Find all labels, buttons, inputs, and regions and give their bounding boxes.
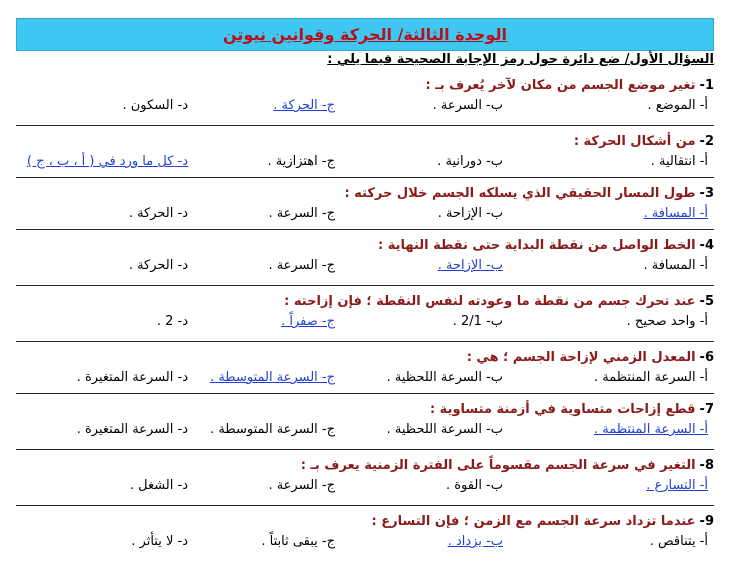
selected-answer-option[interactable]: ب- يزداد . — [447, 534, 503, 549]
selected-answer-option[interactable]: أ- السرعة المنتظمة . — [594, 422, 708, 437]
question-number: 4- — [699, 237, 714, 253]
options-row — [16, 368, 714, 390]
selected-answer-option[interactable]: أ- المسافة . — [643, 206, 708, 221]
answer-option[interactable]: د- السرعة المتغيرة . — [76, 370, 188, 385]
answer-option[interactable]: د- الحركة . — [128, 258, 188, 273]
question-number: 6- — [699, 349, 714, 365]
question-text: تغير موضع الجسم من مكان لآخر يُعرف بـ : — [425, 77, 696, 93]
question-3 — [16, 182, 714, 226]
answer-option[interactable]: أ- يتناقص . — [649, 534, 708, 549]
answer-option[interactable]: ج- يبقى ثابتاً . — [261, 534, 335, 549]
question-8 — [16, 454, 714, 498]
question-number: 8- — [699, 457, 714, 473]
question-line — [16, 74, 714, 96]
title-banner — [16, 18, 714, 51]
answer-option[interactable]: ج- السرعة . — [268, 258, 335, 273]
options-row — [16, 312, 714, 334]
selected-answer-option[interactable]: أ- التسارع . — [646, 478, 708, 493]
answer-option[interactable]: ج- اهتزازية . — [267, 154, 335, 169]
question-divider — [16, 449, 714, 450]
answer-option[interactable]: أ- انتقالية . — [650, 154, 708, 169]
question-number: 2- — [699, 133, 714, 149]
selected-answer-option[interactable]: ج- الحركة . — [273, 98, 335, 113]
options-row — [16, 152, 714, 174]
question-text: عندما تزداد سرعة الجسم مع الزمن ؛ فإن التسارع : — [371, 513, 696, 529]
question-text: قطع إزاحات متساوية في أزمنة متساوية : — [429, 401, 696, 417]
question-divider — [16, 285, 714, 286]
answer-option[interactable]: ب- السرعة . — [432, 98, 503, 113]
answer-option[interactable]: ج- السرعة . — [268, 478, 335, 493]
question-4 — [16, 234, 714, 278]
question-text: عند تحرك جسم من نقطة ما وعودته لنفس النقطة ؛ فإن إزاحته : — [284, 293, 696, 309]
answer-option[interactable]: أ- السرعة المنتظمة . — [594, 370, 708, 385]
answer-option[interactable]: ب- الإزاحة . — [437, 206, 503, 221]
page-title: الوحدة الثالثة/ الحركة وقوانين نيوتن — [223, 25, 507, 44]
question-line — [16, 234, 714, 256]
options-row — [16, 204, 714, 226]
answer-option[interactable]: د- السرعة المتغيرة . — [76, 422, 188, 437]
answer-option[interactable]: ب- القوة . — [445, 478, 503, 493]
answer-option[interactable]: د- الشغل . — [129, 478, 188, 493]
answer-option[interactable]: ب- 2/1 . — [452, 314, 503, 329]
options-row — [16, 476, 714, 498]
answer-option[interactable]: د- 2 . — [156, 314, 188, 329]
answer-option[interactable]: ب- السرعة اللحظية . — [386, 370, 503, 385]
question-5 — [16, 290, 714, 334]
question-text: التغير في سرعة الجسم مقسوماً على الفترة الزمنية يعرف بـ : — [300, 457, 696, 473]
selected-answer-option[interactable]: ج- صفراً . — [281, 314, 335, 329]
instruction — [327, 52, 714, 67]
question-line — [16, 130, 714, 152]
answer-option[interactable]: أ- الموضع . — [647, 98, 708, 113]
question-number: 9- — [699, 513, 714, 529]
instruction-text: السؤال الأول/ ضع دائرة حول رمز الإجابة الصحيحة فيما يلي : — [327, 52, 714, 67]
answer-option[interactable]: ب- دورانية . — [437, 154, 503, 169]
question-2 — [16, 130, 714, 174]
answer-option[interactable]: ج- السرعة . — [268, 206, 335, 221]
answer-option[interactable]: د- الحركة . — [128, 206, 188, 221]
question-text: من أشكال الحركة : — [573, 133, 696, 149]
answer-option[interactable]: ج- السرعة المتوسطة . — [210, 422, 335, 437]
question-line — [16, 290, 714, 312]
question-divider — [16, 229, 714, 230]
question-divider — [16, 341, 714, 342]
selected-answer-option[interactable]: ج- السرعة المتوسطة . — [210, 370, 335, 385]
question-text: المعدل الزمني لإزاحة الجسم ؛ هي : — [466, 349, 696, 365]
question-divider — [16, 505, 714, 506]
question-1 — [16, 74, 714, 118]
question-text: الخط الواصل من نقطة البداية حتى نقطة النهاية : — [378, 237, 696, 253]
question-line — [16, 510, 714, 532]
question-line — [16, 182, 714, 204]
question-divider — [16, 393, 714, 394]
selected-answer-option[interactable]: ب- الإزاحة . — [437, 258, 503, 273]
options-row — [16, 96, 714, 118]
question-6 — [16, 346, 714, 390]
answer-option[interactable]: أ- واحد صحيح . — [626, 314, 708, 329]
question-7 — [16, 398, 714, 442]
question-divider — [16, 125, 714, 126]
worksheet — [16, 18, 714, 566]
question-line — [16, 454, 714, 476]
options-row — [16, 256, 714, 278]
options-row — [16, 532, 714, 554]
question-number: 7- — [699, 401, 714, 417]
selected-answer-option[interactable]: د- كل ما ورد في ( أ ، ب ، ج ) — [26, 154, 188, 169]
question-9 — [16, 510, 714, 554]
options-row — [16, 420, 714, 442]
answer-option[interactable]: أ- المسافة . — [643, 258, 708, 273]
answer-option[interactable]: د- السكون . — [122, 98, 188, 113]
answer-option[interactable]: ب- السرعة اللحظية . — [386, 422, 503, 437]
question-number: 1- — [699, 77, 714, 93]
question-text: طول المسار الحقيقي الذي يسلكه الجسم خلال حركته : — [344, 185, 696, 201]
question-number: 5- — [699, 293, 714, 309]
answer-option[interactable]: د- لا يتأثر . — [131, 534, 188, 549]
question-line — [16, 398, 714, 420]
question-line — [16, 346, 714, 368]
question-number: 3- — [699, 185, 714, 201]
question-divider — [16, 177, 714, 178]
